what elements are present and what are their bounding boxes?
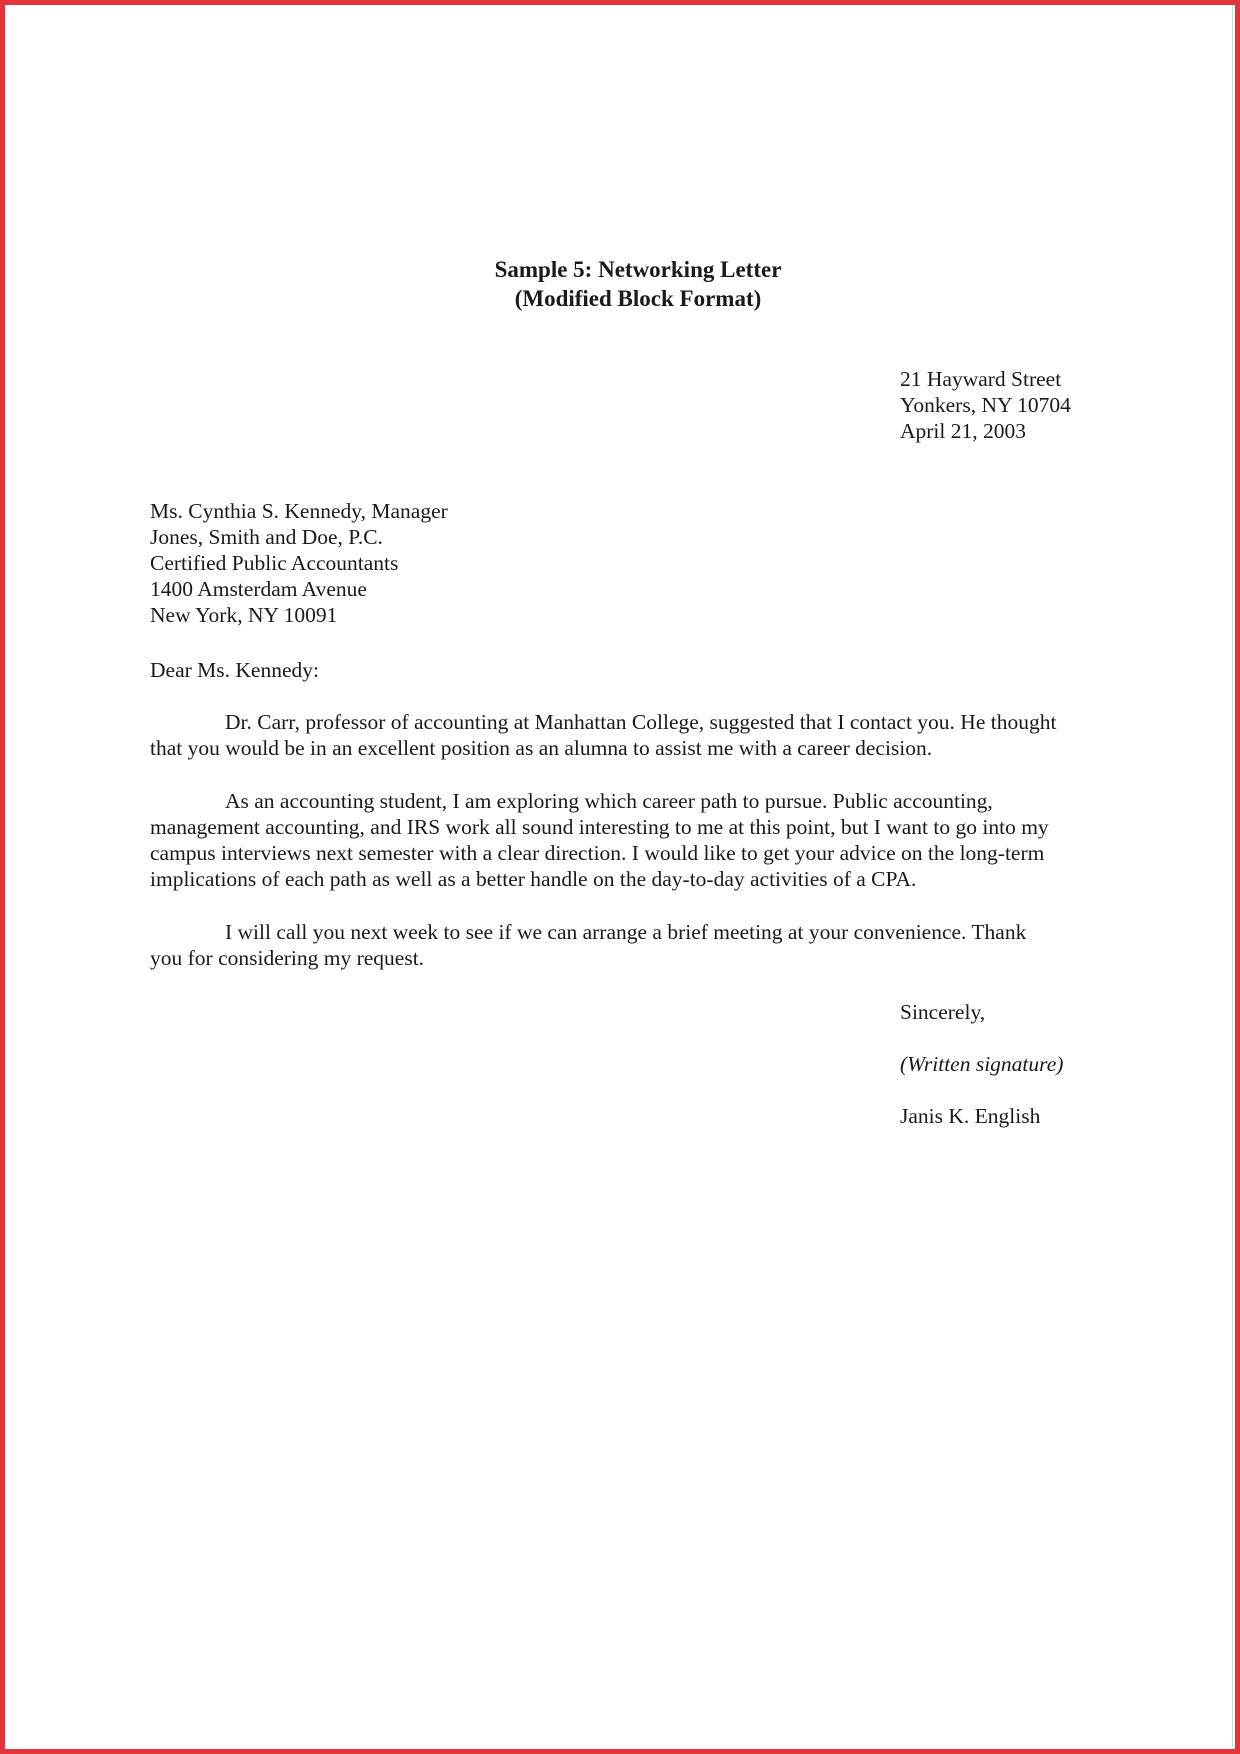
- paragraph-line: campus interviews next semester with a clear direction. I would like to get your advice on the long-term: [150, 841, 1045, 865]
- body-paragraph-3: [150, 919, 1026, 971]
- recipient-name-title: Ms. Cynthia S. Kennedy, Manager: [150, 499, 448, 523]
- paragraph-line: I will call you next week to see if we can arrange a brief meeting at your convenience. Thank: [225, 920, 1027, 944]
- paragraph-line: Dr. Carr, professor of accounting at Manhattan College, suggested that I contact you. He thought: [225, 710, 1057, 734]
- paragraph-line: that you would be in an excellent position as an alumna to assist me with a career decision.: [150, 736, 933, 760]
- paragraph-line: As an accounting student, I am exploring which career path to pursue. Public accounting,: [225, 789, 993, 813]
- signature-placeholder: (Written signature): [900, 1052, 1064, 1076]
- body-paragraph-1: [150, 709, 1056, 761]
- sender-city-state-zip: Yonkers, NY 10704: [900, 393, 1071, 417]
- salutation: Dear Ms. Kennedy:: [150, 658, 319, 682]
- letter-subtitle: (Modified Block Format): [514, 286, 762, 311]
- complimentary-closing: Sincerely,: [900, 1000, 986, 1024]
- letter-title: Sample 5: Networking Letter: [494, 257, 782, 282]
- sender-address-block: [900, 366, 1071, 444]
- paragraph-line: you for considering my request.: [150, 946, 425, 970]
- paragraph-line: management accounting, and IRS work all sound interesting to me at this point, but I want to go into my: [150, 815, 1049, 839]
- recipient-city-state-zip: New York, NY 10091: [150, 603, 338, 627]
- recipient-address-block: [150, 498, 448, 628]
- recipient-company: Jones, Smith and Doe, P.C.: [150, 525, 383, 549]
- recipient-company-desc: Certified Public Accountants: [150, 551, 399, 575]
- signer-name: Janis K. English: [900, 1104, 1041, 1128]
- sender-street: 21 Hayward Street: [900, 367, 1062, 391]
- letter-date: April 21, 2003: [900, 419, 1027, 443]
- recipient-street: 1400 Amsterdam Avenue: [150, 577, 367, 601]
- paragraph-line: implications of each path as well as a better handle on the day-to-day activities of a CPA.: [150, 867, 917, 891]
- body-paragraph-2: [150, 788, 1049, 892]
